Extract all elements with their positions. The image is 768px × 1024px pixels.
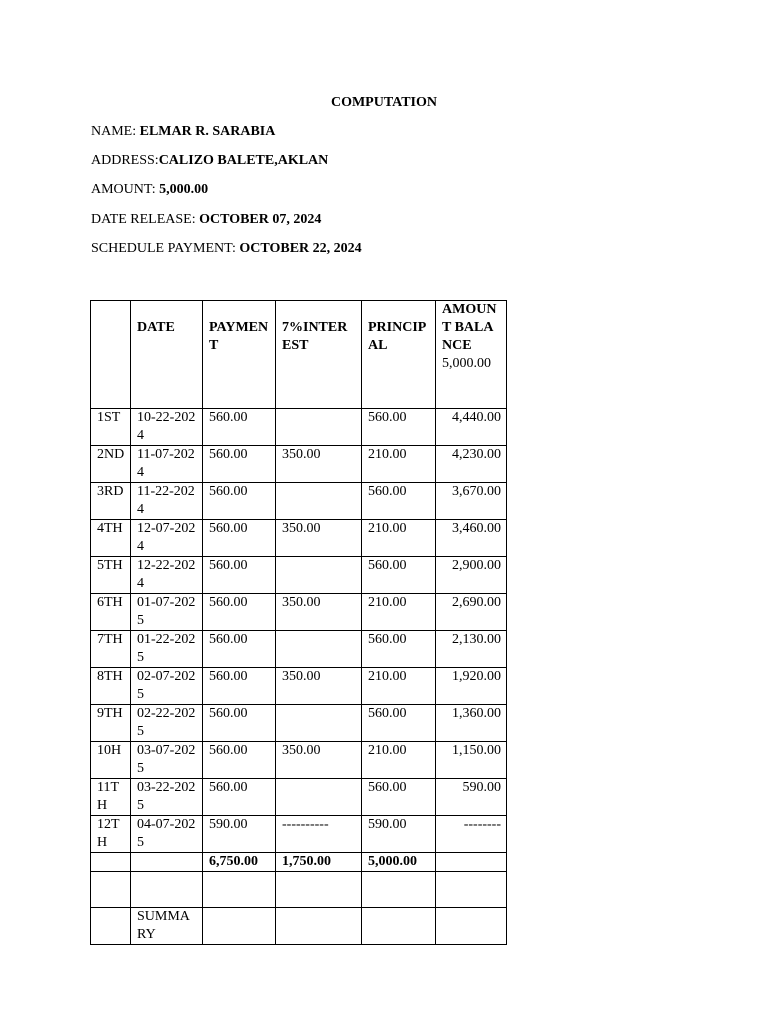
schedule-payment-value: OCTOBER 22, 2024 (239, 241, 362, 256)
principal-amount: 560.00 (362, 483, 436, 520)
summary-label: SUMMARY (131, 908, 203, 945)
release-date-label: DATE RELEASE: (91, 212, 200, 227)
summary-empty-cell (436, 908, 507, 945)
schedule-payment-line (91, 240, 362, 258)
payment-date: 12-07-2024 (131, 520, 203, 557)
balance-amount: 1,920.00 (436, 668, 507, 705)
totals-empty-no (91, 853, 131, 872)
header-no (91, 301, 131, 409)
totals-row (91, 853, 507, 872)
blank-row (91, 872, 507, 908)
table-row (91, 520, 507, 557)
interest-amount (276, 779, 362, 816)
blank-cell (131, 872, 203, 908)
release-date-line (91, 211, 321, 229)
balance-amount: 3,670.00 (436, 483, 507, 520)
table-row (91, 409, 507, 446)
blank-cell (203, 872, 276, 908)
amount-label: AMOUNT: (91, 182, 160, 197)
header-balance (436, 301, 507, 409)
summary-row (91, 908, 507, 945)
installment-no: 5TH (91, 557, 131, 594)
table-row (91, 816, 507, 853)
installment-no: 3RD (91, 483, 131, 520)
installment-no: 4TH (91, 520, 131, 557)
address-line (91, 152, 328, 170)
payment-date: 03-22-2025 (131, 779, 203, 816)
blank-cell (436, 872, 507, 908)
header-balance-label: AMOUNT BALANCE (442, 302, 497, 353)
payment-amount: 560.00 (203, 409, 276, 446)
principal-amount: 560.00 (362, 409, 436, 446)
name-line (91, 123, 275, 141)
header-principal: PRINCIPAL (362, 301, 436, 409)
totals-empty-date (131, 853, 203, 872)
payment-date: 01-07-2025 (131, 594, 203, 631)
name-value: ELMAR R. SARABIA (139, 124, 276, 139)
payment-amount: 560.00 (203, 705, 276, 742)
installment-no: 8TH (91, 668, 131, 705)
table-row (91, 446, 507, 483)
balance-amount: 1,360.00 (436, 705, 507, 742)
schedule-payment-label: SCHEDULE PAYMENT: (91, 241, 240, 256)
summary-empty-cell (362, 908, 436, 945)
table-row (91, 594, 507, 631)
interest-amount: 350.00 (276, 668, 362, 705)
balance-amount: 2,130.00 (436, 631, 507, 668)
blank-cell (362, 872, 436, 908)
address-value: CALIZO BALETE,AKLAN (158, 153, 329, 168)
balance-amount: -------- (436, 816, 507, 853)
principal-amount: 210.00 (362, 520, 436, 557)
balance-amount: 4,230.00 (436, 446, 507, 483)
table-header-row (91, 301, 507, 409)
total-payment: 6,750.00 (203, 853, 276, 872)
summary-empty-cell (203, 908, 276, 945)
blank-cell (276, 872, 362, 908)
table-row (91, 668, 507, 705)
interest-amount: 350.00 (276, 594, 362, 631)
payment-amount: 590.00 (203, 816, 276, 853)
blank-cell (91, 872, 131, 908)
principal-amount: 560.00 (362, 557, 436, 594)
installment-no: 11TH (91, 779, 131, 816)
payment-amount: 560.00 (203, 446, 276, 483)
payment-date: 02-07-2025 (131, 668, 203, 705)
payment-schedule-table (90, 300, 507, 945)
interest-amount: 350.00 (276, 520, 362, 557)
principal-amount: 560.00 (362, 631, 436, 668)
total-principal: 5,000.00 (362, 853, 436, 872)
payment-date: 03-07-2025 (131, 742, 203, 779)
balance-amount: 2,900.00 (436, 557, 507, 594)
payment-amount: 560.00 (203, 557, 276, 594)
principal-amount: 210.00 (362, 446, 436, 483)
header-payment: PAYMENT (203, 301, 276, 409)
page-title: COMPUTATION (330, 95, 438, 110)
payment-amount: 560.00 (203, 483, 276, 520)
payment-date: 02-22-2025 (131, 705, 203, 742)
payment-amount: 560.00 (203, 631, 276, 668)
installment-no: 10H (91, 742, 131, 779)
name-label: NAME: (91, 124, 140, 139)
interest-amount (276, 409, 362, 446)
payment-amount: 560.00 (203, 520, 276, 557)
payment-date: 04-07-2025 (131, 816, 203, 853)
installment-no: 9TH (91, 705, 131, 742)
payment-amount: 560.00 (203, 594, 276, 631)
principal-amount: 560.00 (362, 779, 436, 816)
summary-empty-cell (91, 908, 131, 945)
interest-amount (276, 483, 362, 520)
table-row (91, 742, 507, 779)
interest-amount: 350.00 (276, 742, 362, 779)
principal-amount: 210.00 (362, 594, 436, 631)
principal-amount: 560.00 (362, 705, 436, 742)
balance-amount: 4,440.00 (436, 409, 507, 446)
principal-amount: 210.00 (362, 668, 436, 705)
release-date-value: OCTOBER 07, 2024 (199, 212, 322, 227)
payment-date: 12-22-2024 (131, 557, 203, 594)
payment-date: 11-07-2024 (131, 446, 203, 483)
amount-value: 5,000.00 (159, 182, 209, 197)
summary-empty-cell (276, 908, 362, 945)
interest-amount (276, 631, 362, 668)
address-label: ADDRESS: (91, 153, 159, 168)
interest-amount: 350.00 (276, 446, 362, 483)
interest-amount (276, 557, 362, 594)
balance-amount: 3,460.00 (436, 520, 507, 557)
balance-amount: 1,150.00 (436, 742, 507, 779)
total-interest: 1,750.00 (276, 853, 362, 872)
header-interest: 7%INTEREST (276, 301, 362, 409)
balance-amount: 2,690.00 (436, 594, 507, 631)
payment-date: 01-22-2025 (131, 631, 203, 668)
installment-no: 6TH (91, 594, 131, 631)
amount-line (91, 181, 208, 199)
balance-amount: 590.00 (436, 779, 507, 816)
installment-no: 1ST (91, 409, 131, 446)
table-row (91, 779, 507, 816)
payment-amount: 560.00 (203, 779, 276, 816)
payment-amount: 560.00 (203, 668, 276, 705)
table-row (91, 483, 507, 520)
table-row (91, 631, 507, 668)
header-balance-start: 5,000.00 (442, 356, 491, 371)
table-row (91, 557, 507, 594)
interest-amount (276, 705, 362, 742)
interest-amount: ---------- (276, 816, 362, 853)
header-date: DATE (131, 301, 203, 409)
principal-amount: 590.00 (362, 816, 436, 853)
table-row (91, 705, 507, 742)
payment-amount: 560.00 (203, 742, 276, 779)
principal-amount: 210.00 (362, 742, 436, 779)
payment-date: 10-22-2024 (131, 409, 203, 446)
installment-no: 7TH (91, 631, 131, 668)
installment-no: 12TH (91, 816, 131, 853)
totals-empty-balance (436, 853, 507, 872)
installment-no: 2ND (91, 446, 131, 483)
payment-date: 11-22-2024 (131, 483, 203, 520)
